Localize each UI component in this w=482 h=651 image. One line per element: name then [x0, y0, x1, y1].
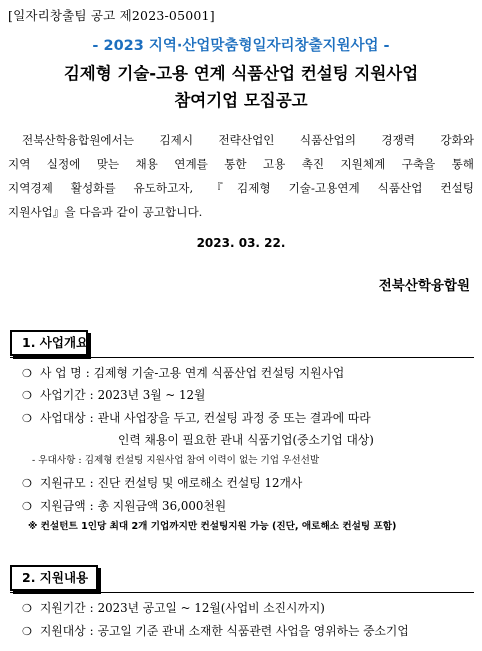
item-value: 진단 컨설팅 및 애로해소 컨설팅 12개사: [97, 476, 303, 490]
item-separator: :: [89, 601, 94, 615]
list-item: [22, 364, 344, 383]
section-heading-support: 2. 지원내용: [10, 565, 98, 591]
item-separator: :: [89, 388, 94, 402]
item-separator: :: [89, 624, 94, 638]
list-item: [22, 386, 205, 405]
circle-bullet-icon: ❍: [22, 367, 32, 380]
list-item: [22, 409, 371, 428]
item-label: 지원규모: [40, 476, 86, 490]
preference-note: - 우대사항 : 김제형 컨설팅 지원사업 참여 이력이 없는 기업 우선선발: [32, 455, 320, 466]
circle-bullet-icon: ❍: [22, 500, 32, 513]
notice-title-line-2: 참여기업 모집공고: [174, 91, 308, 110]
notice-number: [일자리창출팀 공고 제2023-05001]: [8, 8, 215, 23]
intro-line: 지원사업』을 다음과 같이 공고합니다.: [8, 205, 203, 219]
circle-bullet-icon: ❍: [22, 602, 32, 615]
list-item: [22, 622, 409, 641]
item-value: 2023년 공고일 ~ 12월(사업비 소진시까지): [97, 601, 325, 615]
item-value: 김제형 기술-고용 연계 식품산업 컨설팅 지원사업: [93, 366, 345, 380]
item-value: 공고일 기준 관내 소재한 식품관련 사업을 영위하는 중소기업: [97, 624, 409, 638]
intro-line: 지역경제 활성화를 유도하고자, 『김제형 기술-고용연계 식품산업 컨설팅: [8, 181, 474, 195]
item-value-continuation: 인력 채용이 필요한 관내 식품기업(중소기업 대상): [118, 433, 374, 447]
circle-bullet-icon: ❍: [22, 625, 32, 638]
intro-paragraph: [8, 128, 474, 224]
section-heading-overview: 1. 사업개요: [10, 330, 88, 356]
consultant-limit-note: ※ 컨설턴트 1인당 최대 2개 기업까지만 컨설팅지원 가능 (진단, 애로해소 컨설팅 포함): [28, 521, 397, 532]
item-value: 관내 사업장을 두고, 컨설팅 과정 중 또는 결과에 따라: [97, 411, 371, 425]
notice-title-line-1: 김제형 기술-고용 연계 식품산업 컨설팅 지원사업: [63, 64, 419, 83]
item-label: 지원금액: [40, 499, 86, 513]
item-value: 2023년 3월 ~ 12월: [97, 388, 206, 402]
item-separator: :: [89, 499, 94, 513]
item-label: 지원기간: [40, 601, 86, 615]
item-separator: :: [89, 476, 94, 490]
section-divider: [10, 357, 474, 358]
item-label: 사업대상: [40, 411, 86, 425]
notice-date: 2023. 03. 22.: [196, 236, 286, 250]
section-divider: [10, 592, 474, 593]
intro-line: 전북산학융합원에서는 김제시 전략산업인 식품산업의 경쟁력 강화와: [22, 133, 474, 147]
item-separator: :: [85, 366, 90, 380]
circle-bullet-icon: ❍: [22, 412, 32, 425]
list-item: [22, 497, 226, 516]
item-label: 사업기간: [40, 388, 86, 402]
program-subtitle: - 2023 지역·산업맞춤형일자리창출지원사업 -: [92, 38, 390, 54]
list-item: [22, 474, 302, 493]
circle-bullet-icon: ❍: [22, 389, 32, 402]
item-label: 사 업 명: [40, 366, 82, 380]
intro-line: 지역 실정에 맞는 채용 연계를 통한 고용 촉진 지원체계 구축을 통해: [8, 157, 474, 171]
list-item: [22, 599, 325, 618]
circle-bullet-icon: ❍: [22, 477, 32, 490]
item-label: 지원대상: [40, 624, 86, 638]
item-separator: :: [89, 411, 94, 425]
issuing-organization: 전북산학융합원: [378, 278, 470, 294]
item-value: 총 지원금액 36,000천원: [97, 499, 227, 513]
